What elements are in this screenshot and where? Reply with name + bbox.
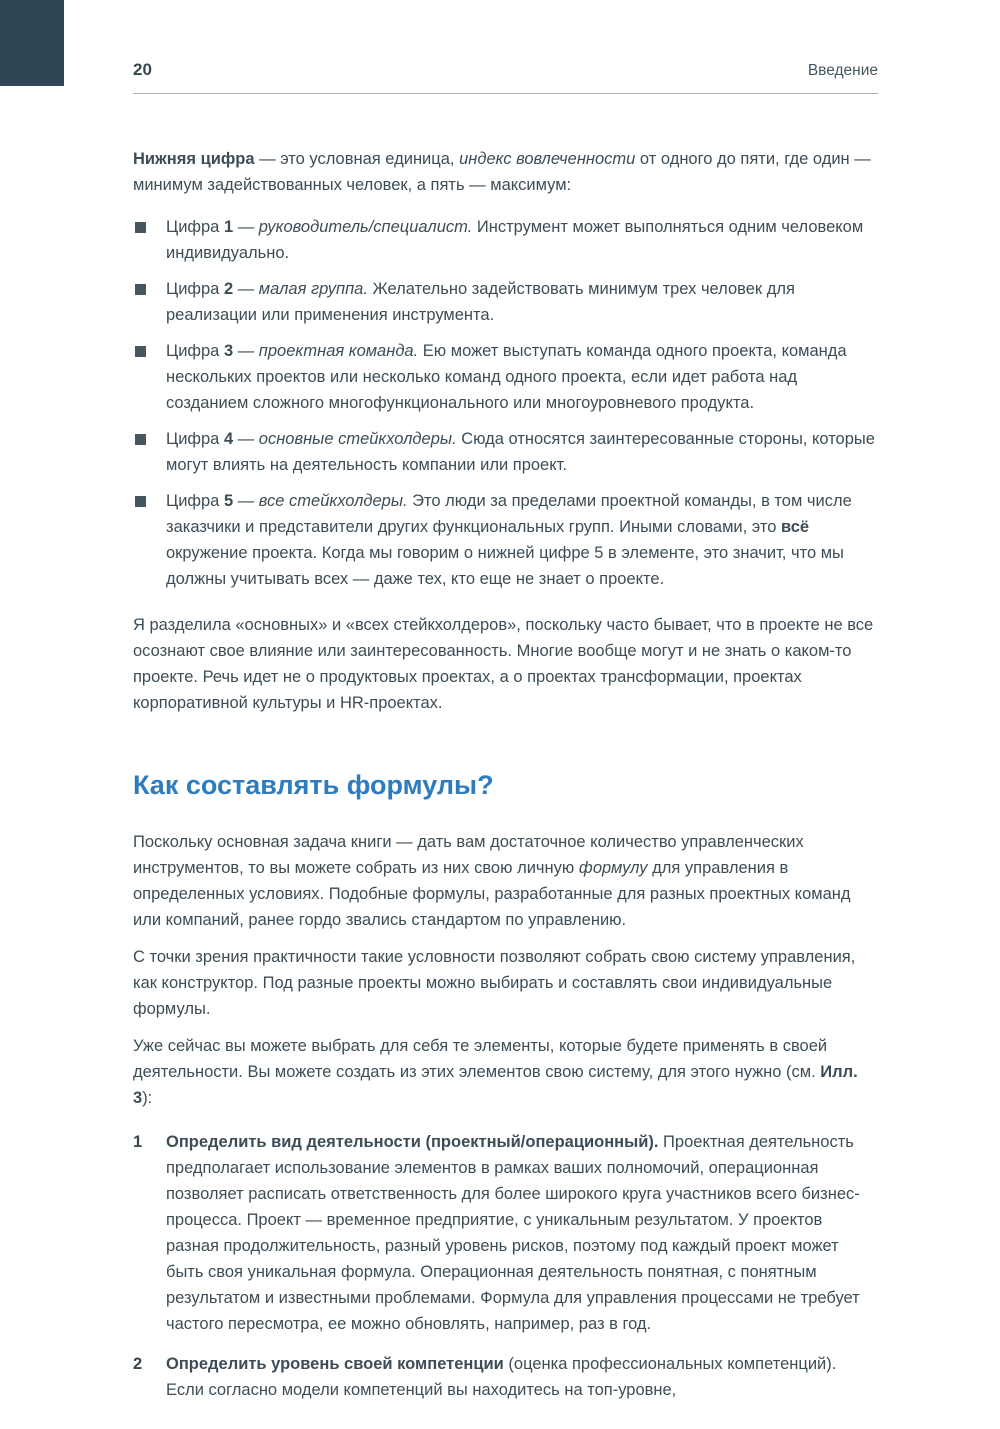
page-number: 20	[133, 60, 152, 79]
corner-accent-block	[0, 0, 64, 86]
section-heading: Как составлять формулы?	[133, 770, 494, 800]
list-item	[133, 426, 878, 478]
paragraph: Я разделила «основных» и «всех стейкхолдеров», поскольку часто бывает, что в проекте не все осознают свое влияние или заинтересованность. Многие вообще могут и не знать о каком-то проекте. Речь идет не о продуктовых проектах, а о проектах трансформации, проектах корпоративной культуры и HR-проектах.	[133, 616, 874, 712]
list-item	[133, 276, 878, 328]
involvement-levels-list	[133, 214, 878, 592]
square-bullet-icon	[135, 222, 146, 233]
square-bullet-icon	[135, 346, 146, 357]
list-item-text: Цифра 5 — все стейкхолдеры. Это люди за пределами проектной команды, в том числе заказчики и представители других функциональных групп. Иными словами, это всё окружение проекта. Когда мы говорим о нижней цифре 5 в элементе, это значит, что мы должны учитывать всех — даже тех, кто еще не знает о проекте.	[166, 492, 852, 588]
square-bullet-icon	[135, 496, 146, 507]
list-item-text: Цифра 2 — малая группа. Желательно задействовать минимум трех человек для реализации или применения инструмента.	[166, 280, 795, 324]
list-item	[133, 338, 878, 416]
square-bullet-icon	[135, 284, 146, 295]
list-item-text: Цифра 1 — руководитель/специалист. Инструмент может выполняться одним человеком индивидуально.	[166, 218, 864, 262]
paragraph: Поскольку основная задача книги — дать вам достаточное количество управленческих инструментов, то вы можете собрать из них свою личную формулу для управления в определенных условиях. Подобные формулы, разработанные для разных проектных команд или компаний, ранее гордо звались стандартом по управлению.	[133, 833, 851, 929]
page-header	[133, 60, 878, 94]
list-item-text: Цифра 3 — проектная команда. Ею может выступать команда одного проекта, команда нескольких проектов или несколько команд одного проекта, если идет работа над созданием сложного многофункционального или многоуровневого продукта.	[166, 342, 847, 412]
list-item-text: Цифра 4 — основные стейкхолдеры. Сюда относятся заинтересованные стороны, которые могут влиять на деятельность компании или проект.	[166, 430, 875, 474]
list-item	[133, 488, 878, 592]
item-number: 1	[133, 1133, 143, 1151]
list-item-text: Определить вид деятельности (проектный/операционный). Проектная деятельность предполагает использование элементов в рамках ваших полномочий, операционная позволяет расписать ответственность для более широкого круга участников всего бизнес-процесса. Проект — временное предприятие, с уникальным результатом. У проектов разная продолжительность, разный уровень рисков, поэтому под каждый проект может быть своя уникальная формула. Операционная деятельность понятная, с понятным результатом и известными проблемами. Формула для управления процессами не требует частого пересмотра, ее можно обновлять, например, раз в год.	[166, 1133, 860, 1333]
list-item	[133, 1351, 878, 1403]
list-item	[133, 1129, 878, 1337]
page-content	[133, 146, 878, 1417]
chapter-title: Введение	[807, 62, 878, 79]
square-bullet-icon	[135, 434, 146, 445]
paragraph: С точки зрения практичности такие условности позволяют собрать свою систему управления, как конструктор. Под разные проекты можно выбирать и составлять свои индивидуальные формулы.	[133, 948, 856, 1018]
intro-paragraph: Нижняя цифра — это условная единица, индекс вовлеченности от одного до пяти, где один — минимум задействованных человек, а пять — максимум:	[133, 150, 871, 194]
list-item-text: Определить уровень своей компетенции (оценка профессиональных компетенций). Если согласно модели компетенций вы находитесь на топ-уровне,	[166, 1355, 837, 1399]
paragraph: Уже сейчас вы можете выбрать для себя те элементы, которые будете применять в своей деятельности. Вы можете создать из этих элементов свою систему, для этого нужно (см. Илл. 3):	[133, 1037, 858, 1107]
item-number: 2	[133, 1355, 143, 1373]
list-item	[133, 214, 878, 266]
formula-steps-list	[133, 1129, 878, 1403]
